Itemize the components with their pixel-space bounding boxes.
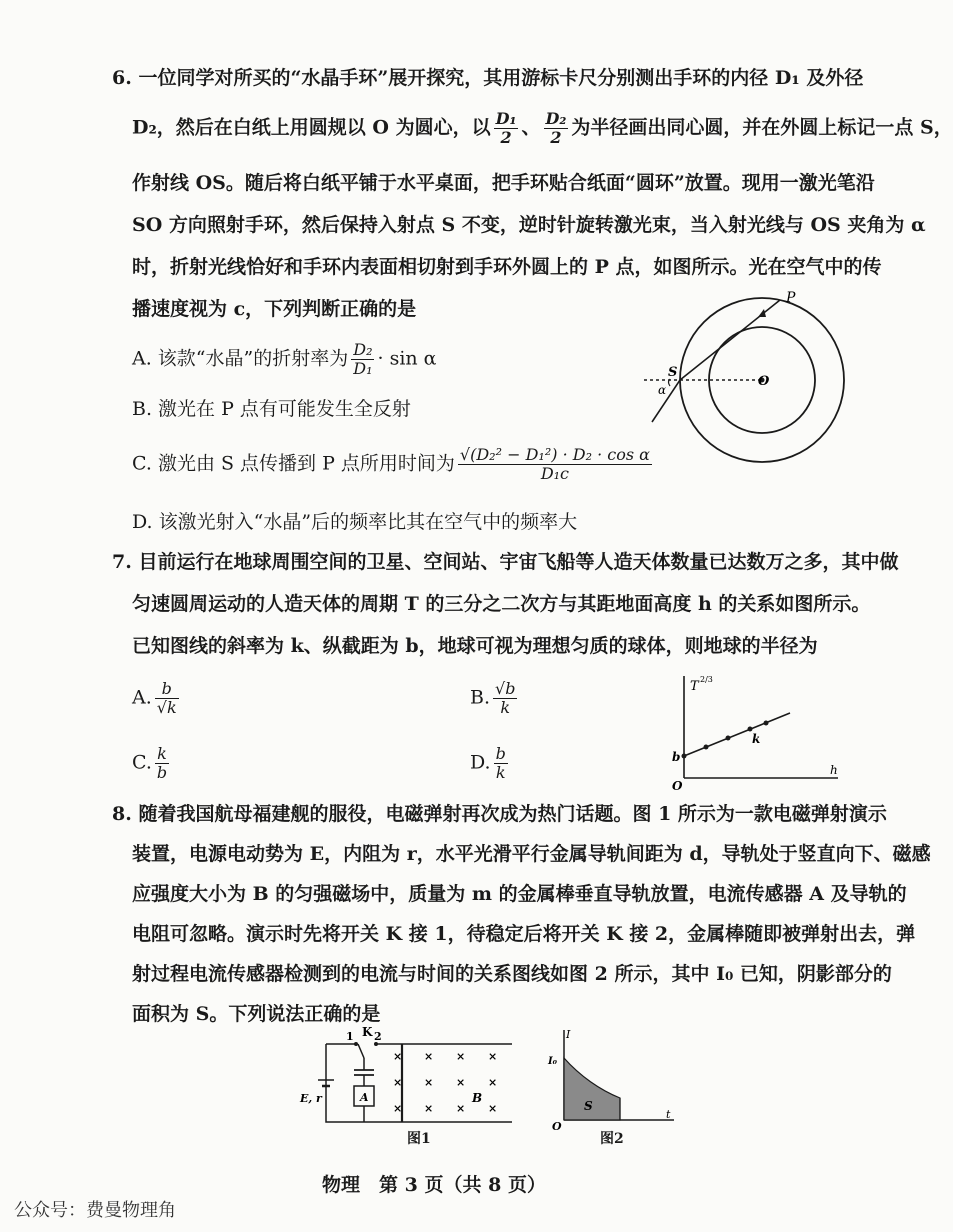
q7-option-c-label: C.: [132, 751, 152, 774]
q7-option-c: [132, 745, 172, 782]
q6-option-a-text: A. 该款“水晶”的折射率为: [132, 347, 349, 370]
q6-option-a-tail: · sin α: [377, 347, 437, 370]
label-s: S: [668, 365, 678, 380]
watermark: 公众号：费曼物理角: [14, 1200, 176, 1221]
q6-line-3: 作射线 OS。随后将白纸平铺于水平桌面，把手环贴合纸面“圆环”放置。现用一激光笔沿: [132, 172, 875, 194]
q7-option-d-label: D.: [470, 751, 491, 774]
q6-option-c-text: C. 激光由 S 点传播到 P 点所用时间为: [132, 452, 455, 475]
svg-text:×: ×: [488, 1050, 498, 1063]
q6-line-5: 时，折射光线恰好和手环内表面相切射到手环外圆上的 P 点，如图所示。光在空气中的传: [132, 256, 882, 278]
switch-icon: [358, 1044, 364, 1058]
point: [748, 727, 753, 732]
arrow-icon: [758, 309, 766, 317]
q7-option-b-fraction: $\frac{√b}{k}$: [495, 679, 516, 717]
label-k: k: [752, 732, 761, 746]
svg-text:×: ×: [393, 1076, 403, 1089]
label-t: T: [690, 679, 699, 694]
q6-option-c: [132, 446, 655, 483]
label-i0: I₀: [548, 1056, 558, 1067]
point: [726, 736, 731, 741]
label-1: 1: [346, 1030, 354, 1043]
label-b-field: B: [472, 1091, 483, 1105]
switch-contact: [354, 1042, 358, 1046]
fig2-current-time-graph: [540, 1024, 680, 1134]
wire: [326, 1044, 394, 1122]
q6-option-a: [132, 341, 437, 378]
svg-text:×: ×: [424, 1076, 434, 1089]
label-alpha: α: [658, 383, 667, 397]
q7-graph: [668, 668, 848, 793]
point: [704, 745, 709, 750]
q6-option-c-fraction: $\frac{\text{√(D₂² − D₁²) · D₂ · cos α}}{\text{D₁c}}$: [459, 445, 650, 483]
q7-line-1: 7. 目前运行在地球周围空间的卫星、空间站、宇宙飞船等人造天体数量已达数万之多，其中做: [112, 551, 899, 573]
q7-option-b: [470, 680, 520, 717]
graph-line: [684, 713, 790, 756]
label-k: K: [362, 1025, 373, 1039]
label-t: t: [666, 1108, 671, 1121]
svg-text:×: ×: [456, 1102, 466, 1115]
label-i: I: [566, 1028, 571, 1041]
label-o: O: [758, 374, 770, 389]
q8-line-6: 面积为 S。下列说法正确的是: [132, 1003, 381, 1025]
label-origin: O: [552, 1120, 562, 1133]
svg-text:×: ×: [488, 1102, 498, 1115]
q7-option-d: [470, 745, 511, 782]
label-t-exponent: 2/3: [700, 675, 713, 684]
q8-line-1: 8. 随着我国航母福建舰的服役，电磁弹射再次成为热门话题。图 1 所示为一款电磁弹射演示: [112, 803, 887, 825]
magnetic-field-crosses: [393, 1050, 497, 1115]
q8-line-4: 电阻可忽略。演示时先将开关 K 接 1，待稳定后将开关 K 接 2，金属棒随即被弹射出去，弹: [132, 923, 916, 945]
q8-line-5: 射过程电流传感器检测到的电流与时间的关系图线如图 2 所示，其中 I₀ 已知，阴影部分的: [132, 963, 892, 985]
page-footer: 物理 第 3 页（共 8 页）: [322, 1174, 546, 1196]
svg-text:×: ×: [488, 1076, 498, 1089]
point: [682, 754, 687, 759]
svg-text:×: ×: [424, 1102, 434, 1115]
angle-arc: [669, 379, 671, 386]
fig2-caption: 图2: [600, 1131, 624, 1147]
q7-option-a: [132, 680, 182, 717]
q6-ring-diagram: [640, 282, 840, 492]
q7-option-a-label: A.: [132, 686, 152, 709]
q6-option-b: B. 激光在 P 点有可能发生全反射: [132, 398, 411, 420]
q7-line-3: 已知图线的斜率为 k、纵截距为 b，地球可视为理想匀质的球体，则地球的半径为: [132, 635, 818, 657]
q8-line-2: 装置，电源电动势为 E，内阻为 r，水平光滑平行金属导轨间距为 d，导轨处于竖直向下、磁感: [132, 843, 931, 865]
label-s: S: [584, 1099, 593, 1113]
label-h: h: [830, 763, 838, 777]
q7-option-d-fraction: $\frac{b}{k}$: [495, 744, 506, 782]
q6-line-6: 播速度视为 c，下列判断正确的是: [132, 298, 417, 320]
svg-text:×: ×: [393, 1050, 403, 1063]
fraction-d1-half: $\frac{\text{D₁}}{2}$: [495, 109, 517, 147]
label-p: P: [786, 290, 796, 306]
q6-line-2-b: 为半径画出同心圆，并在外圆上标记一点 S，: [571, 116, 953, 139]
q7-option-a-fraction: $\frac{b}{√k}$: [156, 679, 177, 717]
q6-line-2-a: D₂，然后在白纸上用圆规以 O 为圆心，以: [132, 116, 491, 139]
svg-text:×: ×: [393, 1102, 403, 1115]
point: [764, 721, 769, 726]
q6-option-d: D. 该激光射入“水晶”后的频率比其在空气中的频率大: [132, 511, 578, 533]
q7-line-2: 匀速圆周运动的人造天体的周期 T 的三分之二次方与其距地面高度 h 的关系如图所示。: [132, 593, 871, 615]
label-a: A: [360, 1091, 369, 1104]
q8-line-3: 应强度大小为 B 的匀强磁场中，质量为 m 的金属棒垂直导轨放置，电流传感器 A 及导轨的: [132, 883, 907, 905]
q7-option-c-fraction: $\frac{k}{b}$: [156, 744, 168, 782]
q6-line-1: 6. 一位同学对所买的“水晶手环”展开探究，其用游标卡尺分别测出手环的内径 D₁ 及外径: [112, 67, 864, 89]
q6-line-4: SO 方向照射手环，然后保持入射点 S 不变，逆时针旋转激光束，当入射光线与 OS 夹角为 α: [132, 214, 926, 236]
q6-sep: 、: [521, 116, 541, 139]
fig1-caption: 图1: [407, 1131, 431, 1147]
q6-option-a-fraction: $\frac{\text{D₂}}{\text{D₁}}$: [353, 340, 373, 378]
label-b: b: [672, 750, 681, 764]
svg-text:×: ×: [456, 1076, 466, 1089]
q6-line-2: [132, 110, 953, 147]
label-e-r: E, r: [300, 1092, 322, 1105]
label-origin: O: [672, 779, 683, 793]
svg-text:×: ×: [424, 1050, 434, 1063]
fraction-d2-half: $\frac{\text{D₂}}{2}$: [545, 109, 567, 147]
q7-option-b-label: B.: [470, 686, 491, 709]
svg-text:×: ×: [456, 1050, 466, 1063]
label-2: 2: [374, 1030, 382, 1043]
refracted-ray: [680, 300, 780, 380]
